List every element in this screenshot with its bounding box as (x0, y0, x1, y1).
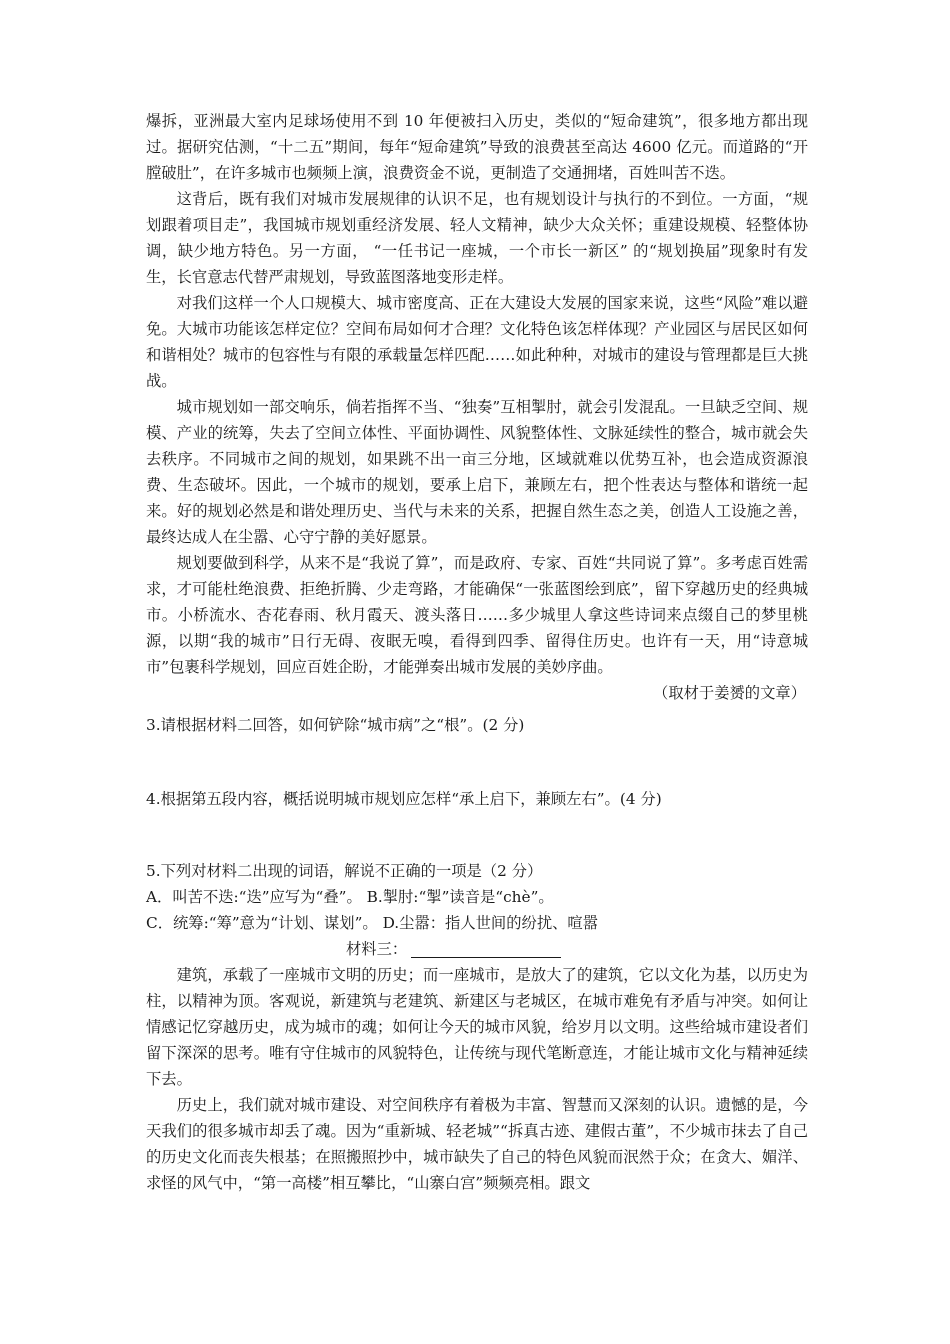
question-3: 3.请根据材料二回答，如何铲除“城市病”之“根”。(2 分) (146, 716, 525, 734)
q5-options-cd: C．统筹:“筹”意为“计划、谋划”。 D.尘嚣：指人世间的纷扰、喧嚣 (146, 914, 599, 932)
source-note: （取材于姜赟的文章） (653, 684, 806, 702)
paragraph-m2-2: 这背后，既有我们对城市发展规律的认识不足，也有规划设计与执行的不到位。一方面，“规划跟着项目走”，我国城市规划重经济发展、轻人文精神，缺少大众关怀；重建设规模、轻整体协调，缺少地方特色。另一方面， “一任书记一座城，一个市长一新区” 的“规划换届”现象时有发生，长官意志代替严肃规划，导致蓝图落地变形走样。 (146, 190, 808, 286)
answer-space-q4 (146, 812, 808, 858)
question-5: 5.下列对材料二出现的词语，解说不正确的一项是（2 分） (146, 862, 543, 880)
paragraph-m2-1: 爆拆，亚洲最大室内足球场使用不到 10 年便被扫入历史，类似的“短命建筑”，很多地方都出现过。据研究估测，“十二五”期间，每年“短命建筑”导致的浪费甚至高达 4600 亿元。而道路的“开膛破肚”，在许多城市也频频上演，浪费资金不说，更制造了交通拥堵，百姓叫苦不迭。 (146, 112, 808, 182)
answer-space-q3 (146, 738, 808, 786)
paragraph-m2-5: 规划要做到科学，从来不是“我说了算”，而是政府、专家、百姓“共同说了算”。多考虑百姓需求，才可能杜绝浪费、拒绝折腾、少走弯路，才能确保“一张蓝图绘到底”，留下穿越历史的经典城市。小桥流水、杏花春雨、秋月霞天、渡头落日……多少城里人拿这些诗词来点缀自己的梦里桃源，以期“我的城市”日行无碍、夜眠无嗅，看得到四季、留得住历史。也许有一天，用“诗意城市”包裹科学规划，回应百姓企盼，才能弹奏出城市发展的美妙序曲。 (146, 554, 808, 676)
q5-options-ab: A．叫苦不迭:“迭”应写为“叠”。 B.掣肘:“掣”读音是“chè”。 (146, 888, 554, 906)
material3-blank (411, 939, 561, 958)
paragraph-m2-3: 对我们这样一个人口规模大、城市密度高、正在大建设大发展的国家来说，这些“风险”难以避免。大城市功能该怎样定位？空间布局如何才合理？文化特色该怎样体现？产业园区与居民区如何和谐相处？城市的包容性与有限的承载量怎样匹配……如此种种，对城市的建设与管理都是巨大挑战。 (146, 294, 808, 390)
question-4: 4.根据第五段内容，概括说明城市规划应怎样“承上启下，兼顾左右”。(4 分) (146, 790, 662, 808)
paragraph-m2-4: 城市规划如一部交响乐，倘若指挥不当、“独奏”互相掣肘，就会引发混乱。一旦缺乏空间、规模、产业的统筹，失去了空间立体性、平面协调性、风貌整体性、文脉延续性的整合，城市就会失去秩序。不同城市之间的规划，如果跳不出一亩三分地，区域就难以优势互补，也会造成资源浪费、生态破坏。因此，一个城市的规划，要承上启下，兼顾左右，把个性表达与整体和谐统一起来。好的规划必然是和谐处理历史、当代与未来的关系，把握自然生态之美，创造人工设施之善，最终达成人在尘嚣、心守宁静的美好愿景。 (146, 398, 808, 546)
material3-heading (146, 936, 808, 962)
document-page (146, 108, 808, 1196)
paragraph-m3-1: 建筑，承载了一座城市文明的历史；而一座城市，是放大了的建筑，它以文化为基，以历史为柱，以精神为顶。客观说，新建筑与老建筑、新建区与老城区，在城市难免有矛盾与冲突。如何让情感记忆穿越历史，成为城市的魂；如何让今天的城市风貌，给岁月以文明。这些给城市建设者们留下深深的思考。唯有守住城市的风貌特色，让传统与现代笔断意连，才能让城市文化与精神延续下去。 (146, 966, 808, 1088)
paragraph-m3-2: 历史上，我们就对城市建设、对空间秩序有着极为丰富、智慧而又深刻的认识。遗憾的是，今天我们的很多城市却丢了魂。因为“重新城、轻老城”“拆真古迹、建假古董”，不少城市抹去了自己的历史文化而丧失根基；在照搬照抄中，城市缺失了自己的特色风貌而泯然于众；在贪大、媚洋、求怪的风气中，“第一高楼”相互攀比，“山寨白宫”频频亮相。跟文 (146, 1096, 808, 1192)
material3-label: 材料三： (346, 940, 408, 958)
